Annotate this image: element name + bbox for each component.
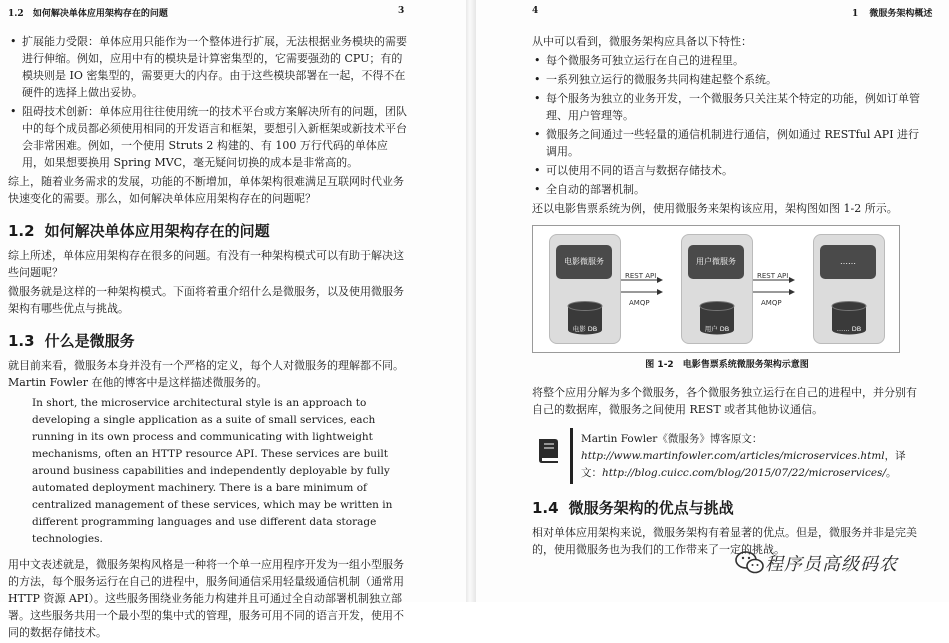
db-label: 用户 DB xyxy=(704,325,730,333)
architecture-diagram xyxy=(532,225,900,353)
paragraph: 就目前来看，微服务本身并没有一个严格的定义，每个人对微服务的理解都不同。Martin Fowler 在他的博客中是这样描述微服务的。 xyxy=(8,359,404,389)
left-page xyxy=(0,0,468,639)
section-heading-1-4 xyxy=(532,498,922,518)
note-link-translation[interactable]: http://blog.cuicc.com/blog/2015/07/22/microservices/ xyxy=(602,467,886,479)
list-item: • 可以使用不同的语言与数据存储技术。 xyxy=(532,162,922,179)
section-title: 微服务架构的优点与挑战 xyxy=(568,499,734,517)
section-number: 1.3 xyxy=(8,332,35,350)
limitation-list xyxy=(8,33,408,171)
movie-service-box xyxy=(549,234,621,344)
feature-list xyxy=(532,52,922,198)
note-bar xyxy=(570,428,573,484)
paragraph: 综上所述，单体应用架构存在很多的问题。有没有一种架构模式可以有助于解决这些问题呢？ xyxy=(8,249,404,279)
watermark xyxy=(735,545,935,581)
note-suffix: 。 xyxy=(885,467,897,479)
note-link-original[interactable]: http://www.martinfowler.com/articles/microservices.html xyxy=(581,450,885,462)
db-label: 电影 DB xyxy=(572,325,598,333)
paragraph: 用中文表述就是，微服务架构风格是一种将一个单一应用程序开发为一组小型服务的方法，每个服务运行在自己的进程中，服务间通信采用轻量级通信机制（通常用 HTTP 资源 API）。这些服务围绕业务能力构建并且可通过全自动部署机制独立部署。这些服务共用一个最小型的集中式的管理，服务可用不同的语言开发，使用不同的数据存储技术。 xyxy=(8,558,404,639)
section-heading-1-2 xyxy=(8,221,408,241)
database-icon xyxy=(831,301,867,335)
left-body xyxy=(8,33,408,643)
header-title: 如何解决单体应用架构存在的问题 xyxy=(32,9,168,19)
service-label: …… xyxy=(820,245,876,279)
section-number: 1.2 xyxy=(8,222,35,240)
section-heading-1-3 xyxy=(8,331,408,351)
list-item: • 微服务之间通过一些轻量的通信机制进行通信，例如通过 RESTful API 进行调用。 xyxy=(532,126,922,160)
left-running-head xyxy=(8,6,168,19)
right-body xyxy=(532,33,922,560)
right-page-number: 4 xyxy=(532,6,539,16)
db-label: …… DB xyxy=(836,325,862,333)
header-chapter-number: 1 xyxy=(852,9,859,19)
note-prefix: Martin Fowler《微服务》博客原文： xyxy=(581,433,763,445)
watermark-text: 程序员高级码农 xyxy=(765,554,898,575)
user-service-box xyxy=(681,234,753,344)
right-page xyxy=(474,0,949,602)
left-page-number: 3 xyxy=(398,6,405,16)
list-item: • 扩展能力受限：单体应用只能作为一个整体进行扩展，无法根据业务模块的需要进行伸缩。例如，应用中有的模块是计算密集型的，它需要强劲的 CPU；有的模块则是 IO 密集型的，需要更大的内存。由于这些模块部署在一起，不得不在硬件的选择上做出妥协。 xyxy=(8,33,408,101)
figure-caption: 图 1-2 电影售票系统微服务架构示意图 xyxy=(645,360,809,370)
database-icon xyxy=(567,301,603,335)
section-title: 什么是微服务 xyxy=(44,332,135,350)
paragraph: 将整个应用分解为多个微服务，各个微服务独立运行在自己的进程中，并分别有自己的数据库，微服务之间使用 REST 或者其他协议通信。 xyxy=(532,386,917,416)
note-mid: ，译文： xyxy=(581,450,906,479)
section-number: 1.4 xyxy=(532,499,559,517)
list-item: • 全自动的部署机制。 xyxy=(532,181,922,198)
header-section-number: 1.2 xyxy=(8,9,24,19)
header-title: 微服务架构概述 xyxy=(869,9,933,19)
link-label-rest: REST API xyxy=(625,272,657,280)
link-label-amqp: AMQP xyxy=(629,299,650,307)
service-label: 用户微服务 xyxy=(688,245,744,279)
wechat-icon xyxy=(735,550,765,576)
paragraph: 微服务就是这样的一种架构模式。下面将着重介绍什么是微服务，以及使用微服务架构有哪些优点与挑战。 xyxy=(8,285,404,315)
service-label: 电影微服务 xyxy=(556,245,612,279)
section-title: 如何解决单体应用架构存在的问题 xyxy=(44,222,270,240)
fowler-quote: In short, the microservice architectural style is an approach to developing a single application as a suite of small services, each running in its own process and communicating with lightweight mechanisms, often an HTTP resource API. These services are built around business capabilities and independently deployable by fully automated deployment machinery. There is a bare minimum of centralized management of these services, which may be written in different programming languages and use different data storage technologies. xyxy=(32,397,393,545)
paragraph: 还以电影售票系统为例，使用微服务来架构该应用，架构图如图 1-2 所示。 xyxy=(532,202,898,215)
note-text xyxy=(581,428,922,482)
list-item: • 每个服务为独立的业务开发，一个微服务只关注某个特定的功能，例如订单管理、用户管理等。 xyxy=(532,90,922,124)
summary-paragraph: 综上，随着业务需求的发展，功能的不断增加，单体架构很难满足互联网时代业务快速变化的需要。那么，如何解决单体应用架构存在的问题呢？ xyxy=(8,175,404,205)
database-icon xyxy=(699,301,735,335)
reference-note xyxy=(532,428,922,484)
paragraph: 从中可以看到，微服务架构应具备以下特性： xyxy=(532,35,752,48)
list-item: • 每个微服务可独立运行在自己的进程里。 xyxy=(532,52,922,69)
list-item: • 阻碍技术创新：单体应用往往使用统一的技术平台或方案解决所有的问题，团队中的每个成员都必须使用相同的开发语言和框架，要想引入新框架或新技术平台会非常困难。例如，一个使用 Struts 2 构建的、有 100 万行代码的单体应用，如果想要换用 Spring MVC，毫无疑问切换的成本是非常高的。 xyxy=(8,103,408,171)
other-service-box xyxy=(813,234,885,344)
link-label-amqp: AMQP xyxy=(761,299,782,307)
list-item: • 一系列独立运行的微服务共同构建起整个系统。 xyxy=(532,71,922,88)
book-icon xyxy=(536,436,562,466)
link-label-rest: REST API xyxy=(757,272,789,280)
paragraph: 相对单体应用架构来说，微服务架构有着显著的优点。但是，微服务并非是完美的，使用微服务也为我们的工作带来了一定的挑战。 xyxy=(532,526,917,556)
right-running-head xyxy=(852,6,932,19)
